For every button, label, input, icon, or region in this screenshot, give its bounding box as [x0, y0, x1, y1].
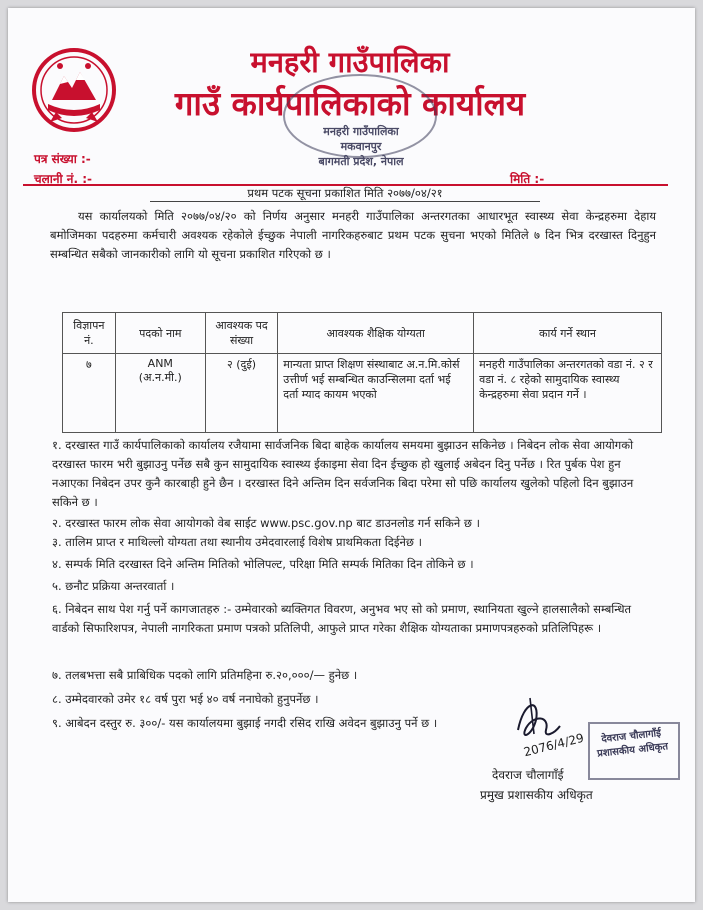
notice-heading: प्रथम पटक सूचना प्रकाशित मिति २०७७/०४/२१ [150, 186, 540, 202]
vacancy-table [62, 312, 662, 433]
table-row [63, 354, 662, 433]
condition-9: ९. आबेदन दस्तुर रु. ३००/- यस कार्यालयमा बुझाई नगदी रसिद राखि अवेदन बुझाउनु पर्ने छ । [52, 716, 438, 730]
condition-4: ४. सम्पर्क मिति दरखास्त दिने अन्तिम मितिको भोलिपल्ट, परिक्षा मिति सम्पर्क मितिका दिन तोकिने छ । [52, 557, 474, 571]
cell-post: ANM (अ.न.मी.) [115, 354, 205, 433]
table-header-row [63, 313, 662, 354]
col-location: कार्य गर्ने स्थान [474, 313, 662, 354]
nepal-emblem-logo [30, 46, 118, 134]
col-qualification: आवश्यक शैक्षिक योग्यता [278, 313, 474, 354]
col-ad-no: विज्ञापन नं. [63, 313, 116, 354]
office-stamp-text: मनहरी गाउँपालिका मकवानपुर बागमती प्रदेश, नेपाल [318, 125, 404, 168]
dispatch-no-label: चलानी नं. :- [34, 172, 92, 186]
condition-6: ६. निबेदन साथ पेश गर्नु पर्ने कागजातहरु :- उम्मेवारको ब्यक्तिगत विवरण, अनुभव भए सो को प्रमाण, स्थानियता खुल्ने हालसालैको सम्बन्धित वार्डको सिफारिशपत्र, नेपाली नागरिकता प्रमाण पत्रको प्रतिलिपी, आफुले प्राप्त गरेका शैक्षिक योग्यताका प्रमाणपत्रहरुको प्रतिलिपिहरू । [52, 602, 632, 635]
officer-stamp-text: देवराज चौलागाँई प्रशासकीय अधिकृत [596, 727, 669, 760]
condition-5: ५. छनौट प्रक्रिया अन्तरवार्ता । [52, 579, 175, 593]
cell-qualification: मान्यता प्राप्त शिक्षण संस्थाबाट अ.न.मि.कोर्स उत्तीर्ण भई सम्बन्धित काउन्सिलमा दर्ता भई दर्ता म्याद कायम भएको [278, 354, 474, 433]
signer-title: प्रमुख प्रशासकीय अधिकृत [480, 788, 593, 802]
notice-paragraph: यस कार्यालयको मिति २०७७/०४/२० को निर्णय अनुसार मनहरी गाउँपालिका अन्तरगतका आधारभूत स्वास्थ्य सेवा केन्द्रहरुमा देहाय बमोजिमका पदहरुमा कर्मचारी अवश्यक रहेकोले ईच्छुक नेपाली नागरिकहरुबाट प्रथम पटक सुचना भएको मितिले ७ दिन भित्र दरखास्त दिनुहुन सम्बन्धित सबैको जानकारीको लागि यो सूचना प्रकाशित गरिएको छ । [50, 209, 656, 261]
condition-8: ८. उम्मेदवारको उमेर १८ वर्ष पुरा भई ४० वर्ष ननाघेको हुनुपर्नेछ । [52, 692, 319, 706]
date-label: मिति :- [510, 172, 545, 186]
cell-location: मनहरी गाउँपालिका अन्तरगतको वडा नं. २ र वडा नं. ८ रहेको सामुदायिक स्वास्थ्य केन्द्रहरुमा सेवा प्रदान गर्ने । [474, 354, 662, 433]
letter-no-label: पत्र संख्या :- [34, 152, 91, 166]
cell-count: २ (दुई) [205, 354, 277, 433]
condition-2: २. दरखास्त फारम लोक सेवा आयोगको वेब साईट www.psc.gov.np बाट डाउनलोड गर्न सकिने छ । [52, 516, 480, 530]
col-post: पदको नाम [115, 313, 205, 354]
condition-3: ३. तालिम प्राप्त र माथिल्लो योग्यता तथा स्थानीय उमेदवारलाई विशेष प्राथमिकता दिईनेछ । [52, 535, 422, 549]
signature-date: 2076/4/29 [522, 730, 586, 760]
condition-1: १. दरखास्त गाउँ कार्यपालिकाको कार्यालय रजैयामा सार्वजनिक बिदा बाहेक कार्यालय समयमा बुझाउन सकिनेछ । निबेदन लोक सेवा आयोगको दरखास्त फारम भरी बुझाउनु पर्नेछ सबै कुन सामुदायिक स्वास्थ्य ईकाइमा सेवा दिन ईच्छुक हो खुलाई अबेदन दिनु पर्नेछ । रित पुर्बक पेश हुन नआएका निबेदन उपर कुनै कारबाही हुने छैन । दरखास्त दिने अन्तिम दिन सर्वजनिक बिदा परेमा सो पछि कार्यालय खुलेको पहिलो दिन बुझाउन सकिने छ । [52, 438, 634, 509]
condition-7: ७. तलबभत्ता सबै प्राबिधिक पदको लागि प्रतिमहिना रु.२०,०००/— हुनेछ । [52, 668, 358, 682]
cell-ad-no: ७ [63, 354, 116, 433]
office-name: गाउँ कार्यपालिकाको कार्यालय [174, 84, 526, 123]
municipality-name: मनहरी गाउँपालिका [250, 45, 450, 79]
signer-name: देवराज चौलागाँई [492, 768, 564, 782]
col-count: आवश्यक पद संख्या [205, 313, 277, 354]
